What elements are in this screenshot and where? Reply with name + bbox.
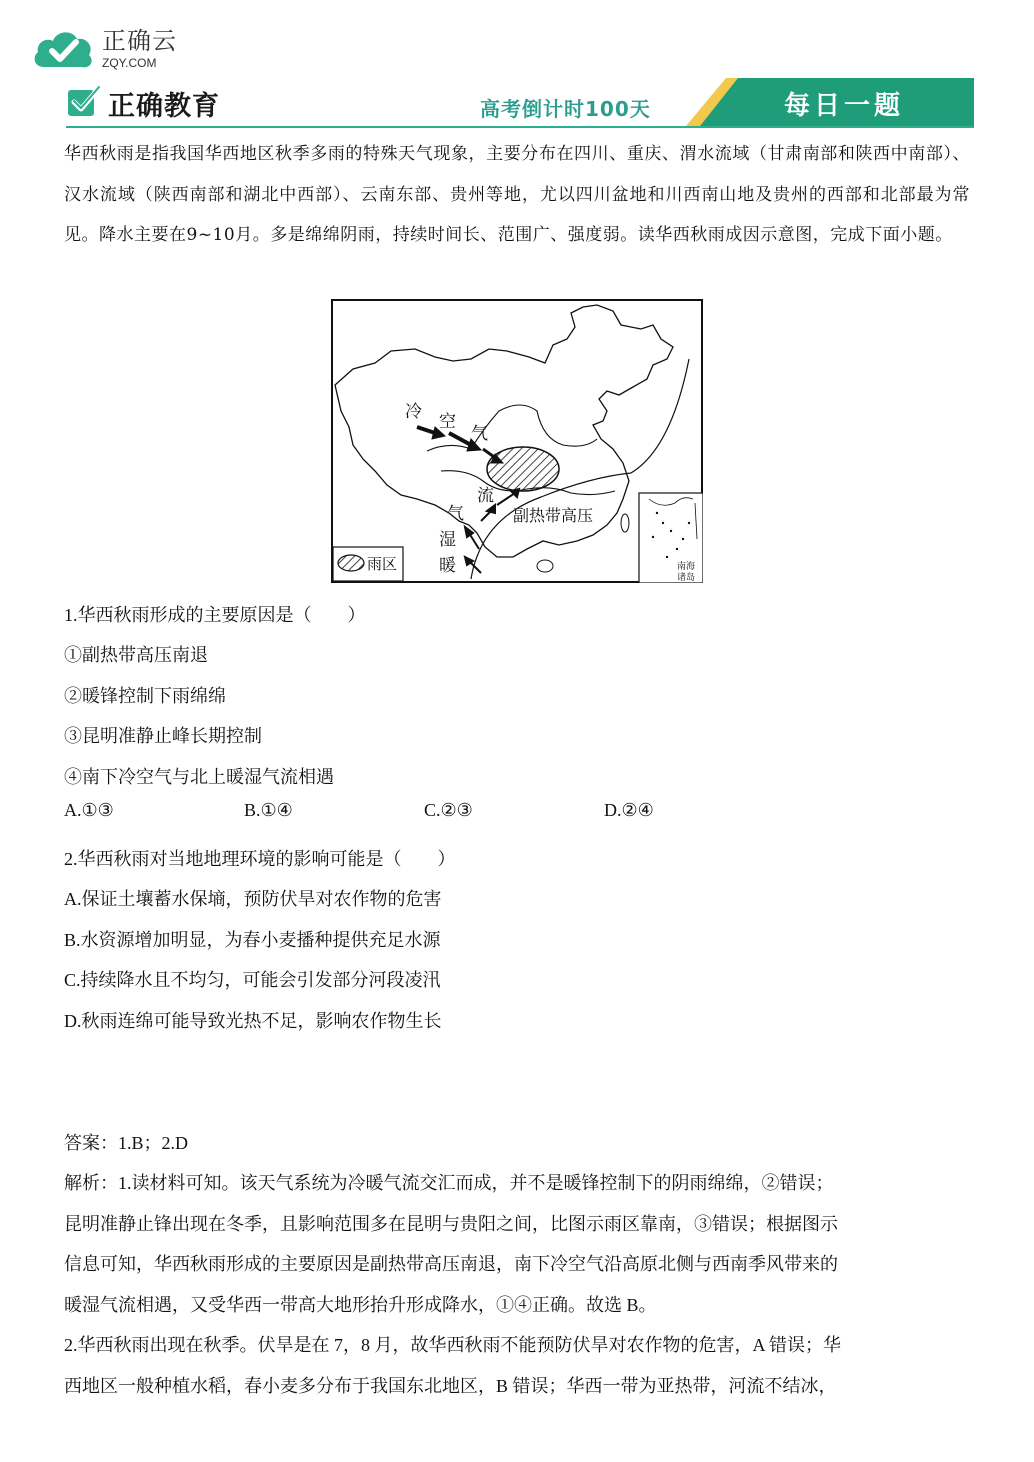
checkbox-icon bbox=[66, 84, 102, 120]
analysis-line-5: 2.华西秋雨出现在秋季。伏旱是在 7，8 月，故华西秋雨不能预防伏旱对农作物的危害，A 错误；华 bbox=[64, 1335, 842, 1355]
analysis-line-4: 暖湿气流相遇，又受华西一带高大地形抬升形成降水，①④正确。故选 B。 bbox=[64, 1295, 657, 1315]
passage-text: 华西秋雨是指我国华西地区秋季多雨的特殊天气现象，主要分布在四川、重庆、渭水流域（甘肃南部和陕西中南部）、汉水流域（陕西南部和湖北中西部）、云南东部、贵州等地，尤以四川盆地和川西南山地及贵州的西部和北部最为常见。降水主要在9~10月。多是绵绵阴雨，持续时间长、范围广、强度弱。读华西秋雨成因示意图，完成下面小题。 bbox=[64, 144, 970, 245]
q1-option-a[interactable]: A.①③ bbox=[64, 800, 114, 820]
q1-item-4: ④南下冷空气与北上暖湿气流相遇 bbox=[64, 767, 334, 787]
q1-option-d[interactable]: D.②④ bbox=[604, 800, 654, 820]
label-warm-4: 暖 bbox=[439, 556, 456, 576]
analysis-line-3: 信息可知，华西秋雨形成的主要原因是副热带高压南退，南下冷空气沿高原北侧与西南季风带来的 bbox=[64, 1254, 838, 1274]
rain-area bbox=[487, 447, 559, 491]
header-bar bbox=[66, 78, 974, 128]
header-title: 正确教育 bbox=[108, 91, 220, 122]
label-cold-1: 冷 bbox=[405, 402, 422, 422]
analysis-line-1: 解析：1.读材料可知。该天气系统为冷暖气流交汇而成，并不是暖锋控制下的阴雨绵绵，②错误； bbox=[64, 1173, 834, 1193]
q1-option-b[interactable]: B.①④ bbox=[244, 800, 293, 820]
label-warm-2: 气 bbox=[447, 504, 464, 524]
analysis-line-2: 昆明准静止锋出现在冬季，且影响范围多在昆明与贵阳之间，比图示雨区靠南，③错误；根据图示 bbox=[64, 1214, 838, 1234]
q2-option-b[interactable]: B.水资源增加明显，为春小麦播种提供充足水源 bbox=[64, 930, 441, 950]
inset-label-1: 南海 bbox=[677, 562, 696, 572]
label-subtropical-high: 副热带高压 bbox=[513, 506, 594, 525]
inset-label-2: 诸岛 bbox=[677, 573, 696, 583]
countdown-text: 高考倒计时100天 bbox=[480, 97, 651, 121]
label-cold-3: 气 bbox=[471, 424, 488, 444]
q1-item-1: ①副热带高压南退 bbox=[64, 645, 208, 665]
analysis-line-6: 西地区一般种植水稻，春小麦多分布于我国东北地区，B 错误；华西一带为亚热带，河流不结冰， bbox=[64, 1376, 837, 1396]
q1-stem: 1.华西秋雨形成的主要原因是（ ） bbox=[64, 605, 366, 625]
legend-label: 雨区 bbox=[367, 555, 398, 573]
logo-en-text: ZQY.COM bbox=[102, 56, 157, 70]
label-warm-3: 湿 bbox=[439, 530, 456, 550]
label-warm-1: 流 bbox=[477, 486, 494, 506]
site-logo[interactable] bbox=[30, 22, 177, 76]
label-cold-2: 空 bbox=[439, 412, 456, 432]
q1-item-2: ②暖锋控制下雨绵绵 bbox=[64, 686, 226, 706]
q2-option-c[interactable]: C.持续降水且不均匀，可能会引发部分河段凌汛 bbox=[64, 970, 441, 990]
q2-option-a[interactable]: A.保证土壤蓄水保墒，预防伏旱对农作物的危害 bbox=[64, 889, 442, 909]
logo-cn-text: 正确云 bbox=[102, 27, 177, 55]
q1-option-c[interactable]: C.②③ bbox=[424, 800, 473, 820]
daily-question-banner bbox=[686, 78, 974, 126]
q2-stem: 2.华西秋雨对当地地理环境的影响可能是（ ） bbox=[64, 849, 456, 869]
answer-line: 答案：1.B；2.D bbox=[64, 1133, 189, 1153]
daily-question-label: 每日一题 bbox=[784, 91, 905, 121]
q1-options bbox=[64, 800, 764, 830]
q2-option-d[interactable]: D.秋雨连绵可能导致光热不足，影响农作物生长 bbox=[64, 1011, 442, 1031]
q1-item-3: ③昆明准静止峰长期控制 bbox=[64, 726, 262, 746]
cloud-check-icon bbox=[30, 23, 96, 75]
map-figure bbox=[331, 299, 703, 583]
header-divider bbox=[66, 126, 974, 128]
